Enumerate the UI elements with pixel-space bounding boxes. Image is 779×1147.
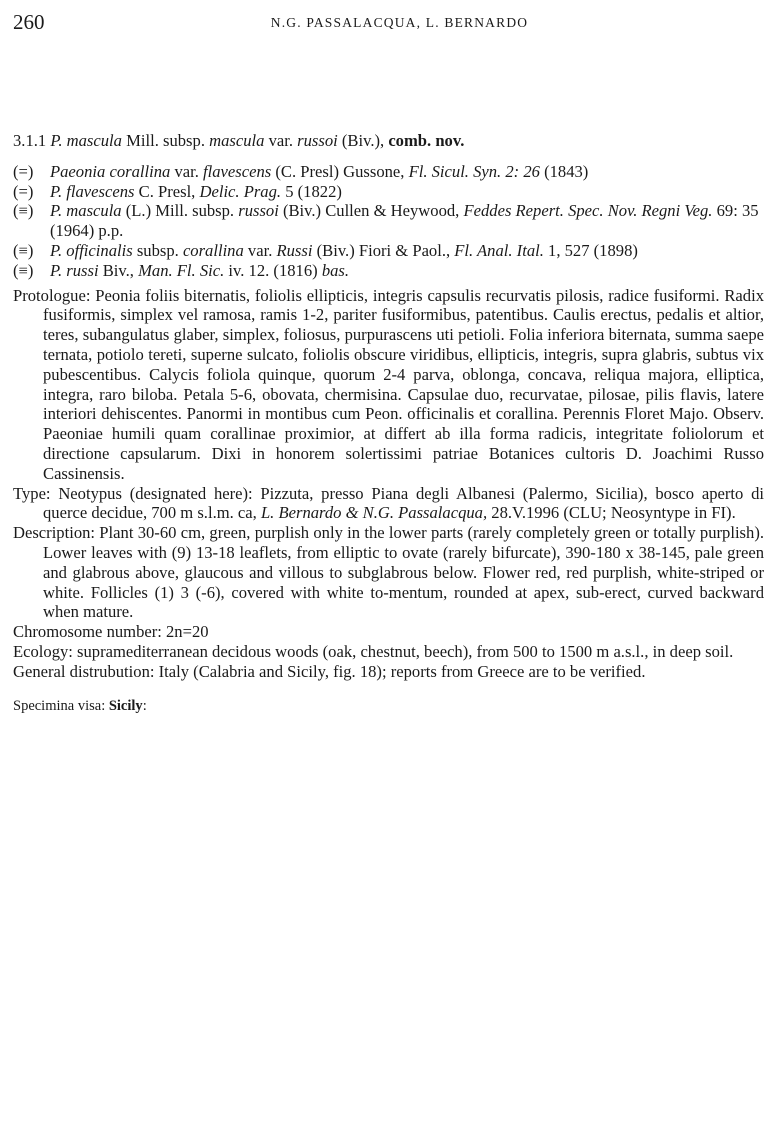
paragraph bbox=[13, 286, 764, 484]
synonym-marker: (≡) bbox=[13, 260, 34, 280]
running-title: N.G. PASSALACQUA, L. BERNARDO bbox=[270, 15, 529, 30]
text-run: Description: Plant 30-60 cm, green, purplish only in the lower parts (rarely completely green or totally purplish). Lower leaves with (9) 13-18 leaflets, from elliptic to ovate (rarely bifurcate), 390-180 x 38-145, pale green and glabrous above, glaucous and villous to subglabrous below. Flower red, red purplish, white-striped or white. Follicles (1) 3 (-6), covered with white to-mentum, rounded at apex, sub-erect, curved backward when mature. bbox=[13, 523, 764, 622]
heading-var-author: (Biv.), bbox=[341, 131, 385, 150]
text-run: Type: Neotypus (designated here): Pizzuta, presso Piana degli Albanesi (Palermo, Sicilia), bosco aperto di querce decidue, 700 m s.l.m. ca, bbox=[13, 483, 764, 523]
text-run: (Biv.) Fiori & Paol., bbox=[312, 240, 455, 260]
specimina-visa bbox=[13, 697, 764, 717]
text-run: (1843) bbox=[539, 161, 589, 181]
italic-text: Man. Fl. Sic. bbox=[138, 260, 225, 280]
text-run: var. bbox=[170, 161, 204, 181]
synonym-text bbox=[50, 261, 764, 281]
heading-number: 3.1.1 bbox=[13, 131, 47, 150]
text-run: General distrubution: Italy (Calabria and Sicily, fig. 18); reports from Greece are to be verified. bbox=[13, 661, 646, 681]
text-run: Biv., bbox=[98, 260, 139, 280]
synonym-entry bbox=[13, 201, 764, 241]
text-run: C. Presl, bbox=[134, 181, 200, 201]
text-run: Ecology: supramediterranean decidous woods (oak, chestnut, beech), from 500 to 1500 m a.s.l., in deep soil. bbox=[13, 641, 734, 661]
italic-text: Paeonia corallina bbox=[50, 161, 171, 181]
text-run: 5 (1822) bbox=[281, 181, 342, 201]
heading-var: russoi bbox=[297, 131, 338, 150]
text-run: var. bbox=[243, 240, 277, 260]
italic-text: Fl. Sicul. Syn. 2: 26 bbox=[408, 161, 540, 181]
synonym-text bbox=[50, 201, 764, 241]
synonym-entry bbox=[13, 182, 764, 202]
synonym-text bbox=[50, 162, 764, 182]
article-body bbox=[13, 131, 764, 716]
italic-text: P. flavescens bbox=[50, 181, 135, 201]
synonym-entry bbox=[13, 162, 764, 182]
specimina-region: Sicily bbox=[108, 697, 143, 714]
italic-text: L. Bernardo & N.G. Passalacqua, bbox=[260, 503, 488, 523]
taxon-heading bbox=[13, 131, 764, 151]
italic-text: Feddes Repert. Spec. Nov. Regni Veg. bbox=[463, 201, 713, 221]
text-run: (Biv.) Cullen & Heywood, bbox=[278, 201, 464, 221]
paragraph bbox=[13, 662, 764, 682]
italic-text: russoi bbox=[238, 201, 279, 221]
italic-text: bas. bbox=[321, 260, 350, 280]
text-run: Chromosome number: 2n=20 bbox=[13, 622, 209, 642]
synonym-text bbox=[50, 182, 764, 202]
italic-text: P. russi bbox=[50, 260, 99, 280]
text-run: (C. Presl) Gussone, bbox=[271, 161, 409, 181]
synonym-text bbox=[50, 241, 764, 261]
heading-subsp: mascula bbox=[209, 131, 265, 150]
text-run: subsp. bbox=[132, 240, 183, 260]
italic-text: Fl. Anal. Ital. bbox=[454, 240, 544, 260]
italic-text: P. officinalis bbox=[50, 240, 133, 260]
synonym-marker: (=) bbox=[13, 181, 34, 201]
text-run: 28.V.1996 (CLU; Neosyntype in FI). bbox=[487, 503, 736, 523]
heading-status: comb. nov. bbox=[388, 131, 465, 150]
synonym-marker: (≡) bbox=[13, 201, 34, 221]
italic-text: flavescens bbox=[203, 161, 272, 181]
page-number: 260 bbox=[13, 10, 45, 34]
heading-author: Mill. subsp. bbox=[126, 131, 205, 150]
paragraph bbox=[13, 622, 764, 642]
italic-text: Delic. Prag. bbox=[199, 181, 282, 201]
text-run: 69: 35 (1964) p.p. bbox=[50, 201, 759, 241]
paragraph bbox=[13, 642, 764, 662]
paragraph bbox=[13, 523, 764, 622]
synonym-entry bbox=[13, 241, 764, 261]
synonym-entry bbox=[13, 261, 764, 281]
synonym-marker: (≡) bbox=[13, 240, 34, 260]
italic-text: corallina bbox=[182, 240, 244, 260]
text-run: iv. 12. (1816) bbox=[224, 260, 322, 280]
italic-text: P. mascula bbox=[50, 201, 122, 221]
text-run: Protologue: Peonia foliis biternatis, foliolis ellipticis, integris capsulis recurvatis pilosis, radice fusiformi. Radix fusiformis, simplex vel ramosa, ramis 1-2, pariter fusiformibus, patentibus. Caulis erectus, pedalis et altior, teres, subangulatus glaber, simplex, foliosus, purpurascens uti petioli. Folia inferiora biternata, summa saepe ternata, potiolo tereti, superne sulcato, foliolis obscure viridibus, ellipticis, integris, supra glabris, subtus vix pubescentibus. Calycis foliola quinque, quorum 2-4 parva, oblonga, concava, reliqua majora, elliptica, integra, raro biloba. Petala 5-6, obovata, chermisina. Capsulae duo, recurvatae, pilosae, pilis flavis, latere interiori dehiscentes. Panormi in montibus cum Peon. officinalis et corallina. Perennis Floret Majo. Observ. Paeoniae humili quam corallinae proximior, at differt ab illa forma radicis, integritate foliolorum et directione capsularum. Dixi in honorem solertissimi patriae Botanices cultoris D. Joachimi Russo Cassinensis. bbox=[13, 285, 764, 483]
synonym-marker: (=) bbox=[13, 161, 34, 181]
italic-text: Russi bbox=[276, 240, 313, 260]
text-run: 1, 527 (1898) bbox=[543, 240, 638, 260]
specimina-label: Specimina visa: bbox=[13, 697, 109, 714]
description-paragraphs bbox=[13, 286, 764, 682]
paragraph bbox=[13, 484, 764, 524]
heading-var-label: var. bbox=[268, 131, 294, 150]
text-run: (L.) Mill. subsp. bbox=[121, 201, 239, 221]
synonym-list bbox=[13, 162, 764, 281]
specimina-suffix: : bbox=[142, 697, 147, 714]
heading-species: mascula bbox=[66, 131, 122, 150]
heading-genus: P. bbox=[50, 131, 63, 150]
